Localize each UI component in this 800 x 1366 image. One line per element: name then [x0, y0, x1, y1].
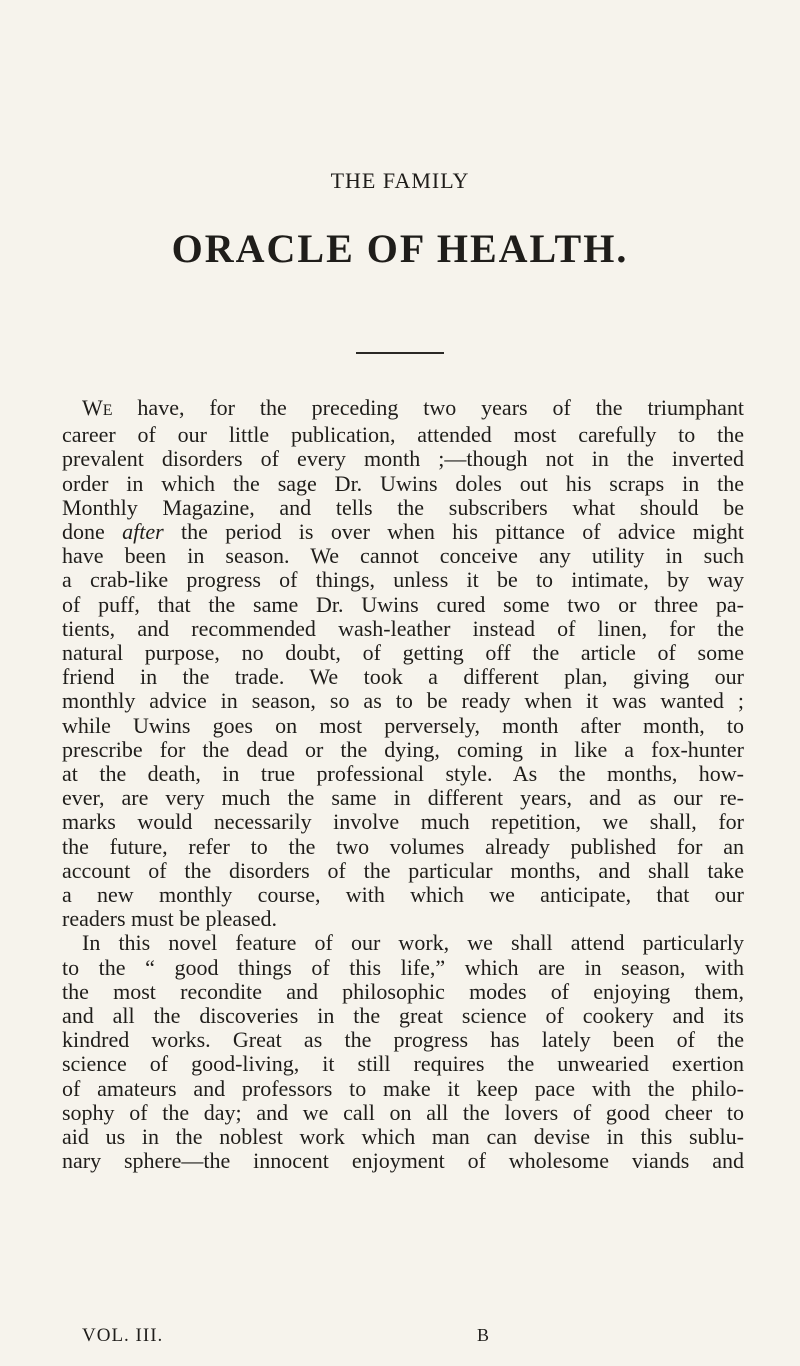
text-line: to the “ good things of this life,” which are in season, with — [62, 954, 744, 980]
text-line: prevalent disorders of every month ;—though not in the inverted — [62, 446, 744, 472]
volume-label: VOL. III. — [82, 1325, 164, 1346]
text-line: order in which the sage Dr. Uwins doles out his scraps in the — [62, 470, 744, 496]
text-line: sophy of the day; and we call on all the lovers of good cheer to — [62, 1099, 744, 1125]
text-line: Monthly Magazine, and tells the subscribers what should be — [62, 494, 744, 520]
text-line: WE have, for the preceding two years of the triumphant — [62, 396, 744, 423]
text-line: science of good-living, it still requires the unwearied exertion — [62, 1051, 744, 1077]
text-line: account of the disorders of the particular months, and shall take — [62, 857, 744, 883]
text-line: natural purpose, no doubt, of getting off the article of some — [62, 640, 744, 666]
small-caps: E — [102, 402, 113, 419]
text-line: prescribe for the dead or the dying, coming in like a fox-hunter — [62, 736, 744, 762]
text-line: ever, are very much the same in different years, and as our re- — [62, 785, 744, 811]
text-line: readers must be pleased. — [62, 906, 278, 932]
text-line: In this novel feature of our work, we shall attend particularly — [82, 930, 744, 956]
text-line: done after the period is over when his pittance of advice might — [62, 519, 745, 545]
text-line: tients, and recommended wash-leather instead of linen, for the — [62, 615, 744, 641]
text-line: while Uwins goes on most perversely, month after month, to — [62, 712, 744, 738]
text-line: a new monthly course, with which we anticipate, that our — [62, 882, 744, 908]
emphasis: after — [122, 519, 164, 545]
drop-initial: W — [82, 395, 103, 420]
page-footer — [82, 1325, 762, 1353]
text-line: aid us in the noblest work which man can devise in this sublu- — [62, 1124, 744, 1150]
text-line: the future, refer to the two volumes already published for an — [62, 833, 744, 859]
text-line: a crab-like progress of things, unless it be to intimate, by way — [62, 567, 744, 593]
text-line: at the death, in true professional style. As the months, how- — [62, 761, 744, 787]
text-line: of puff, that the same Dr. Uwins cured some two or three pa- — [62, 591, 744, 617]
running-title: THE FAMILY — [330, 168, 470, 193]
text-line: have been in season. We cannot conceive any utility in such — [62, 543, 744, 569]
text-line: marks would necessarily involve much repetition, we shall, for — [62, 809, 744, 835]
chapter-title: ORACLE OF HEALTH. — [171, 226, 629, 271]
text-line: and all the discoveries in the great science of cookery and its — [62, 1003, 744, 1029]
text-line: career of our little publication, attended most carefully to the — [62, 422, 744, 448]
body-text — [62, 396, 744, 1174]
text-line: friend in the trade. We took a different plan, giving our — [62, 664, 744, 690]
title-rule — [356, 352, 444, 354]
signature-mark: B — [477, 1325, 491, 1345]
text-line: of amateurs and professors to make it keep pace with the philo- — [62, 1075, 744, 1101]
text-line: nary sphere—the innocent enjoyment of wholesome viands and — [62, 1148, 744, 1174]
text-line: the most recondite and philosophic modes of enjoying them, — [62, 978, 744, 1004]
text-line: kindred works. Great as the progress has lately been of the — [62, 1027, 744, 1053]
text-line: monthly advice in season, so as to be ready when it was wanted ; — [62, 688, 744, 714]
